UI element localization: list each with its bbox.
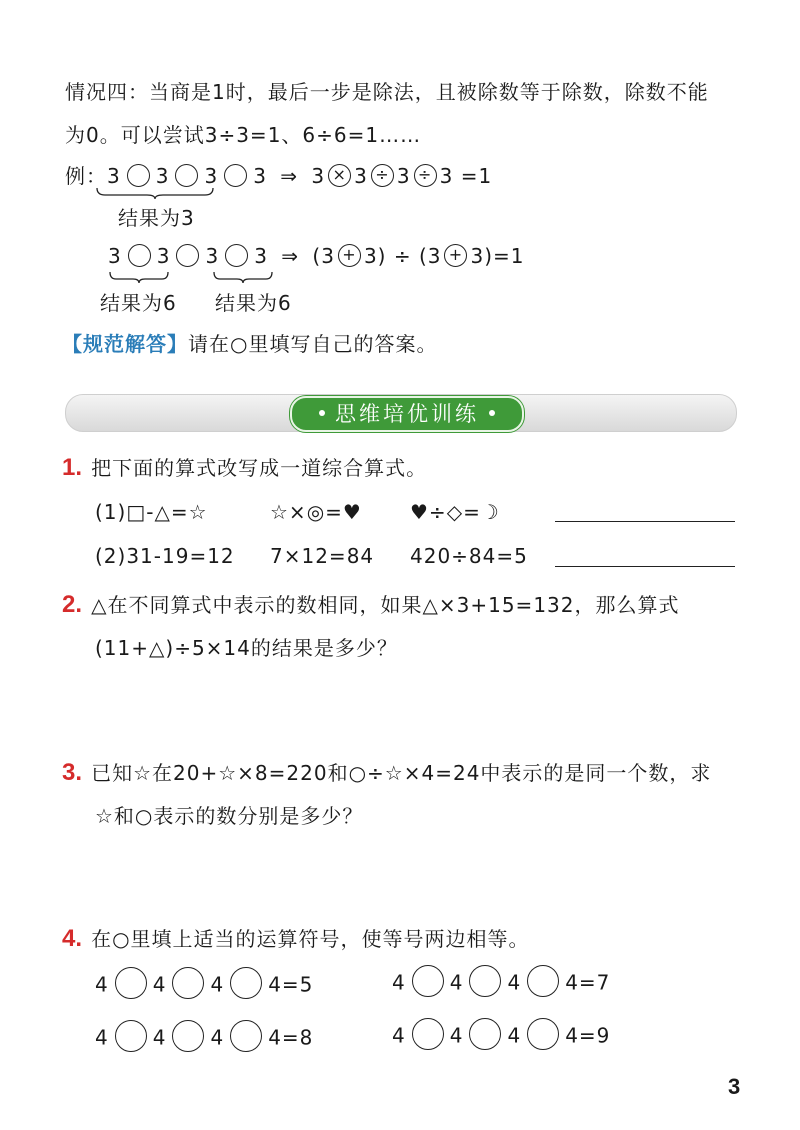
answer-line[interactable] bbox=[555, 521, 735, 522]
op-circle: ÷ bbox=[414, 164, 437, 187]
question-4 bbox=[62, 923, 530, 953]
blank-circle[interactable] bbox=[175, 164, 198, 187]
dot-icon bbox=[489, 410, 495, 416]
example-label: 例： bbox=[65, 164, 107, 188]
question-number: 3. bbox=[62, 759, 83, 786]
example-2-result-right: 结果为6 bbox=[215, 291, 292, 315]
question-2 bbox=[62, 589, 680, 619]
question-text: △在不同算式中表示的数相同，如果△×3+15=132，那么算式 bbox=[91, 593, 680, 617]
operand: 4 bbox=[95, 1025, 109, 1050]
operand: 4=8 bbox=[268, 1025, 314, 1050]
implies-arrow: ⇒ bbox=[280, 164, 299, 188]
operand: 3 bbox=[205, 244, 220, 268]
operand: 4 bbox=[449, 1023, 464, 1048]
blank-circle[interactable] bbox=[127, 164, 150, 187]
operand: 3 =1 bbox=[439, 164, 493, 188]
operand: 4 bbox=[507, 1023, 522, 1048]
dot-icon bbox=[319, 410, 325, 416]
blank-circle[interactable] bbox=[128, 244, 151, 267]
blank-circle[interactable] bbox=[412, 1018, 444, 1050]
blank-circle[interactable] bbox=[527, 965, 559, 997]
answer-text: 请在○里填写自己的答案。 bbox=[188, 332, 438, 356]
q1-row1-item: (1)□-△=☆ bbox=[95, 500, 208, 524]
blank-circle[interactable] bbox=[115, 967, 147, 999]
implies-arrow: ⇒ bbox=[281, 244, 300, 268]
section-banner bbox=[290, 396, 524, 432]
blank-circle[interactable] bbox=[527, 1018, 559, 1050]
op-circle: ÷ bbox=[371, 164, 394, 187]
underbrace bbox=[108, 270, 170, 284]
operand: 4 bbox=[210, 1025, 225, 1050]
blank-circle[interactable] bbox=[469, 1018, 501, 1050]
question-text: 把下面的算式改写成一道综合算式。 bbox=[91, 456, 428, 480]
answer-instruction bbox=[62, 328, 437, 357]
underbrace bbox=[212, 270, 274, 284]
q1-row1-item: ☆×◎=♥ bbox=[270, 500, 362, 524]
blank-circle[interactable] bbox=[469, 965, 501, 997]
question-3 bbox=[62, 757, 711, 787]
blank-circle[interactable] bbox=[172, 967, 204, 999]
operand: 3 bbox=[253, 164, 267, 188]
blank-circle[interactable] bbox=[230, 967, 262, 999]
operand: 3 bbox=[204, 164, 219, 188]
operand: 4=9 bbox=[565, 1023, 611, 1048]
operand: 3 bbox=[311, 164, 326, 188]
intro-line-1: 情况四：当商是1时，最后一步是除法，且被除数等于除数，除数不能 bbox=[65, 80, 709, 104]
operand: 3 bbox=[156, 244, 171, 268]
question-number: 1. bbox=[62, 454, 83, 481]
intro-line-2: 为0。可以尝试3÷3=1、6÷6=1…… bbox=[65, 123, 422, 147]
equation bbox=[95, 970, 313, 1002]
answer-tag: 【规范解答】 bbox=[62, 332, 188, 356]
blank-circle[interactable] bbox=[412, 965, 444, 997]
question-number: 4. bbox=[62, 925, 83, 952]
page-number: 3 bbox=[728, 1074, 741, 1099]
operand: 4 bbox=[507, 970, 522, 995]
operand: 4 bbox=[152, 972, 167, 997]
q1-row1-item: ♥÷◇=☽ bbox=[410, 500, 500, 524]
operand: 3 bbox=[254, 244, 268, 268]
operand: 4 bbox=[210, 972, 225, 997]
operand: 4 bbox=[152, 1025, 167, 1050]
blank-circle[interactable] bbox=[115, 1020, 147, 1052]
operand: 3 bbox=[396, 164, 411, 188]
blank-circle[interactable] bbox=[172, 1020, 204, 1052]
example-2-result-left: 结果为6 bbox=[100, 291, 177, 315]
operand: 4 bbox=[392, 1023, 406, 1048]
q1-row2-item: 420÷84=5 bbox=[410, 544, 528, 568]
blank-circle[interactable] bbox=[224, 164, 247, 187]
operand: 4=5 bbox=[268, 972, 314, 997]
example-1 bbox=[65, 160, 492, 189]
operand: 3)=1 bbox=[470, 244, 525, 268]
section-title: 思维培优训练 bbox=[335, 402, 479, 426]
operand: 3 bbox=[107, 164, 121, 188]
op-circle: + bbox=[338, 244, 361, 267]
operand: 3 bbox=[108, 244, 122, 268]
equation bbox=[392, 968, 610, 1000]
q1-row2-item: 7×12=84 bbox=[270, 544, 375, 568]
question-text: 已知☆在20+☆×8=220和○÷☆×4=24中表示的是同一个数，求 bbox=[91, 761, 712, 785]
blank-circle[interactable] bbox=[225, 244, 248, 267]
example-1-result: 结果为3 bbox=[118, 206, 195, 230]
q1-row2-item: (2)31-19=12 bbox=[95, 544, 235, 568]
question-text-line-2: ☆和○表示的数分别是多少？ bbox=[95, 804, 364, 828]
operand: 3 bbox=[354, 164, 368, 188]
answer-line[interactable] bbox=[555, 566, 735, 567]
operand: (3 bbox=[312, 244, 335, 268]
example-2 bbox=[108, 244, 525, 269]
operand: 4=7 bbox=[565, 970, 611, 995]
question-number: 2. bbox=[62, 591, 83, 618]
question-text-line-2: (11+△)÷5×14的结果是多少？ bbox=[95, 636, 398, 660]
blank-circle[interactable] bbox=[176, 244, 199, 267]
op-circle: × bbox=[328, 164, 351, 187]
operand: 4 bbox=[449, 970, 464, 995]
equation bbox=[95, 1023, 313, 1055]
operand: 4 bbox=[95, 972, 109, 997]
equation bbox=[392, 1021, 610, 1053]
operand: 4 bbox=[392, 970, 406, 995]
blank-circle[interactable] bbox=[230, 1020, 262, 1052]
op-circle: + bbox=[444, 244, 467, 267]
question-text: 在○里填上适当的运算符号，使等号两边相等。 bbox=[91, 927, 530, 951]
question-1 bbox=[62, 452, 427, 482]
underbrace bbox=[95, 186, 215, 200]
operand: 3 bbox=[155, 164, 170, 188]
operand: 3) ÷ (3 bbox=[363, 244, 442, 268]
